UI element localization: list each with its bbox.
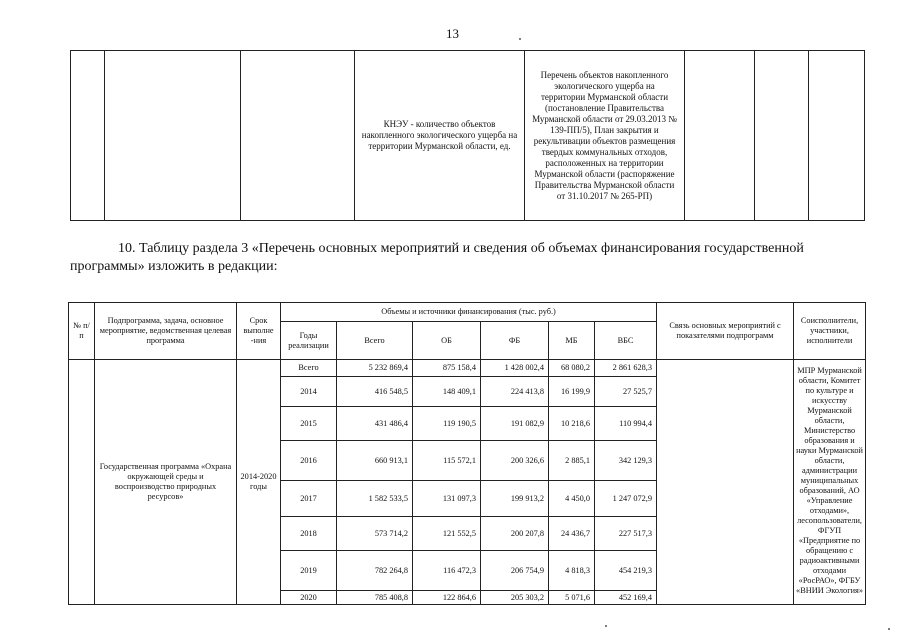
mb-cell: 24 436,7 — [549, 517, 595, 551]
header-term: Срок выполне -ния — [237, 303, 281, 360]
table-row — [69, 360, 866, 377]
header-subprogram: Подпрограмма, задача, основное мероприятие, ведомственная целевая программа — [95, 303, 237, 360]
main-financing-table — [68, 302, 866, 605]
mb-cell: 4 450,0 — [549, 481, 595, 517]
year-cell: Всего — [281, 360, 337, 377]
mb-cell: 10 218,6 — [549, 407, 595, 441]
header-years: Годы реализации — [281, 322, 337, 360]
total-cell: 1 582 533,5 — [337, 481, 413, 517]
ob-cell: 115 572,1 — [413, 441, 481, 481]
source-cell: Перечень объектов накопленного экологического ущерба на территории Мурманской области (постановление Правительства Мурманской области от 29.03.2013 № 139-ПП/5), План закрытия и рекультивации объектов размещения твердых коммунальных отходов, расположенных на территории Мурманской области (распоряжение Правительства Мурманской области от 31.10.2017 № 265-РП) — [525, 51, 685, 221]
ob-cell: 122 864,6 — [413, 591, 481, 605]
year-cell: 2015 — [281, 407, 337, 441]
year-cell: 2014 — [281, 377, 337, 407]
fb-cell: 1 428 002,4 — [481, 360, 549, 377]
header-total: Всего — [337, 322, 413, 360]
ob-cell: 121 552,5 — [413, 517, 481, 551]
total-cell: 431 486,4 — [337, 407, 413, 441]
header-executors: Соисполнители, участники, исполнители — [794, 303, 866, 360]
fb-cell: 200 326,6 — [481, 441, 549, 481]
vbs-cell: 110 994,4 — [595, 407, 657, 441]
total-cell: 785 408,8 — [337, 591, 413, 605]
total-cell: 573 714,2 — [337, 517, 413, 551]
fb-cell: 224 413,8 — [481, 377, 549, 407]
vbs-cell: 454 219,3 — [595, 551, 657, 591]
fb-cell: 199 913,2 — [481, 481, 549, 517]
program-name-cell: Государственная программа «Охрана окружающей среды и воспроизводство природных ресурсов» — [95, 360, 237, 605]
mb-cell: 5 071,6 — [549, 591, 595, 605]
ob-cell: 148 409,1 — [413, 377, 481, 407]
vbs-cell: 342 129,3 — [595, 441, 657, 481]
total-cell: 5 232 869,4 — [337, 360, 413, 377]
executors-cell: МПР Мурманской области, Комитет по культуре и искусству Мурманской области, Министерство образования и науки Мурманской области, администрации муниципальных образований, АО «Управление отходами», лесопользователи, ФГУП «Предприятие по обращению с радиоактивными отходами «РосРАО», ФГБУ «ВНИИ Экология» — [794, 360, 866, 605]
scan-speck — [605, 625, 607, 627]
term-cell: 2014-2020 годы — [237, 360, 281, 605]
continued-cell-6 — [685, 51, 755, 221]
ob-cell: 116 472,3 — [413, 551, 481, 591]
fb-cell: 206 754,9 — [481, 551, 549, 591]
header-volumes: Объемы и источники финансирования (тыс. руб.) — [281, 303, 657, 322]
fb-cell: 191 082,9 — [481, 407, 549, 441]
total-cell: 660 913,1 — [337, 441, 413, 481]
link-cell — [657, 360, 794, 605]
ob-cell: 119 190,5 — [413, 407, 481, 441]
vbs-cell: 2 861 628,3 — [595, 360, 657, 377]
continued-cell-2 — [105, 51, 241, 221]
vbs-cell: 1 247 072,9 — [595, 481, 657, 517]
header-vbs: ВБС — [595, 322, 657, 360]
mb-cell: 16 199,9 — [549, 377, 595, 407]
num-cell — [69, 360, 95, 605]
header-ob: ОБ — [413, 322, 481, 360]
year-cell: 2019 — [281, 551, 337, 591]
year-cell: 2017 — [281, 481, 337, 517]
header-link: Связь основных мероприятий с показателями подпрограмм — [657, 303, 794, 360]
mb-cell: 4 818,3 — [549, 551, 595, 591]
ob-cell: 875 158,4 — [413, 360, 481, 377]
indicator-cell: КНЭУ - количество объектов накопленного экологического ущерба на территории Мурманской области, ед. — [355, 51, 525, 221]
total-cell: 782 264,8 — [337, 551, 413, 591]
year-cell: 2016 — [281, 441, 337, 481]
vbs-cell: 227 517,3 — [595, 517, 657, 551]
continued-table — [70, 50, 865, 221]
vbs-cell: 452 169,4 — [595, 591, 657, 605]
continued-cell-7 — [755, 51, 809, 221]
ob-cell: 131 097,3 — [413, 481, 481, 517]
header-mb: МБ — [549, 322, 595, 360]
fb-cell: 200 207,8 — [481, 517, 549, 551]
mb-cell: 68 080,2 — [549, 360, 595, 377]
vbs-cell: 27 525,7 — [595, 377, 657, 407]
amendment-paragraph: 10. Таблицу раздела 3 «Перечень основных мероприятий и сведения об объемах финансирования государственной программы» изложить в редакции: — [70, 241, 804, 274]
header-fb: ФБ — [481, 322, 549, 360]
continued-cell-1 — [71, 51, 105, 221]
continued-cell-3 — [241, 51, 355, 221]
fb-cell: 205 303,2 — [481, 591, 549, 605]
year-cell: 2018 — [281, 517, 337, 551]
page-number: 13 — [446, 26, 459, 41]
total-cell: 416 548,5 — [337, 377, 413, 407]
header-num: № п/п — [69, 303, 95, 360]
scan-speck — [888, 628, 890, 630]
scan-speck — [519, 38, 521, 40]
mb-cell: 2 885,1 — [549, 441, 595, 481]
year-cell: 2020 — [281, 591, 337, 605]
continued-cell-8 — [809, 51, 865, 221]
